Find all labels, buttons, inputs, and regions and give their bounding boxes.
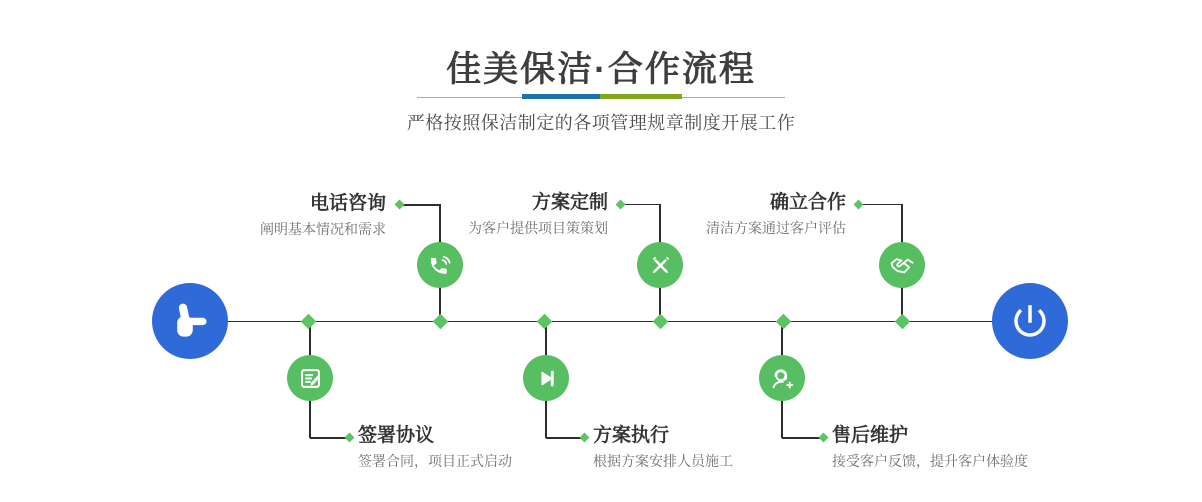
step-title: 签署协议 (358, 425, 435, 446)
step-label-aftersale (832, 425, 1028, 470)
step-label-phone (260, 193, 386, 238)
step-title: 方案执行 (593, 425, 670, 446)
flow-node-diamond (775, 314, 791, 330)
step-circle-sign (287, 355, 333, 401)
step-label-cooperate (706, 192, 846, 237)
flow-node-diamond (432, 314, 448, 330)
handshake-icon (888, 251, 916, 279)
divider-green-segment (600, 94, 682, 99)
flow-node-diamond (300, 314, 316, 330)
headset-person-icon (769, 365, 796, 392)
connector-line (399, 204, 440, 206)
step-title: 确立合作 (769, 192, 846, 213)
step-title: 售后维护 (832, 425, 909, 446)
step-label-execute (593, 425, 733, 470)
step-desc: 阐明基本情况和需求 (260, 221, 386, 237)
step-desc: 接受客户反馈，提升客户体验度 (832, 453, 1028, 469)
power-icon (1009, 300, 1051, 342)
label-diamond (579, 433, 589, 443)
step-circle-plan (637, 242, 683, 288)
start-circle (152, 283, 228, 359)
play-next-icon (533, 365, 560, 392)
title-divider (522, 94, 682, 99)
divider-blue-segment (522, 94, 600, 99)
flow-node-diamond (894, 314, 910, 330)
step-circle-aftersale (759, 355, 805, 401)
step-circle-execute (523, 355, 569, 401)
label-diamond (818, 433, 828, 443)
design-pens-icon (647, 252, 674, 279)
label-diamond (615, 199, 625, 209)
step-circle-cooperate (879, 242, 925, 288)
label-diamond (394, 200, 404, 210)
step-label-plan (468, 192, 608, 237)
connector-line (858, 204, 902, 206)
document-sign-icon (297, 365, 324, 392)
flow-node-diamond (536, 314, 552, 330)
step-desc: 签署合同，项目正式启动 (358, 453, 512, 469)
label-diamond (344, 433, 354, 443)
step-label-sign (358, 425, 512, 470)
flow-node-diamond (652, 314, 668, 330)
step-circle-phone (417, 242, 463, 288)
step-title: 方案定制 (531, 192, 608, 213)
connector-line (620, 204, 660, 206)
hand-pointer-icon (168, 299, 212, 343)
label-diamond (853, 199, 863, 209)
step-title: 电话咨询 (309, 193, 386, 214)
end-circle (992, 283, 1068, 359)
step-desc: 清洁方案通过客户评估 (706, 220, 846, 236)
step-desc: 为客户提供项目策策划 (468, 220, 608, 236)
step-desc: 根据方案安排人员施工 (593, 453, 733, 469)
page-title: 佳美保洁·合作流程 (446, 50, 756, 89)
phone-call-icon (427, 252, 454, 279)
page-subtitle: 严格按照保洁制定的各项管理规章制度开展工作 (406, 113, 796, 133)
